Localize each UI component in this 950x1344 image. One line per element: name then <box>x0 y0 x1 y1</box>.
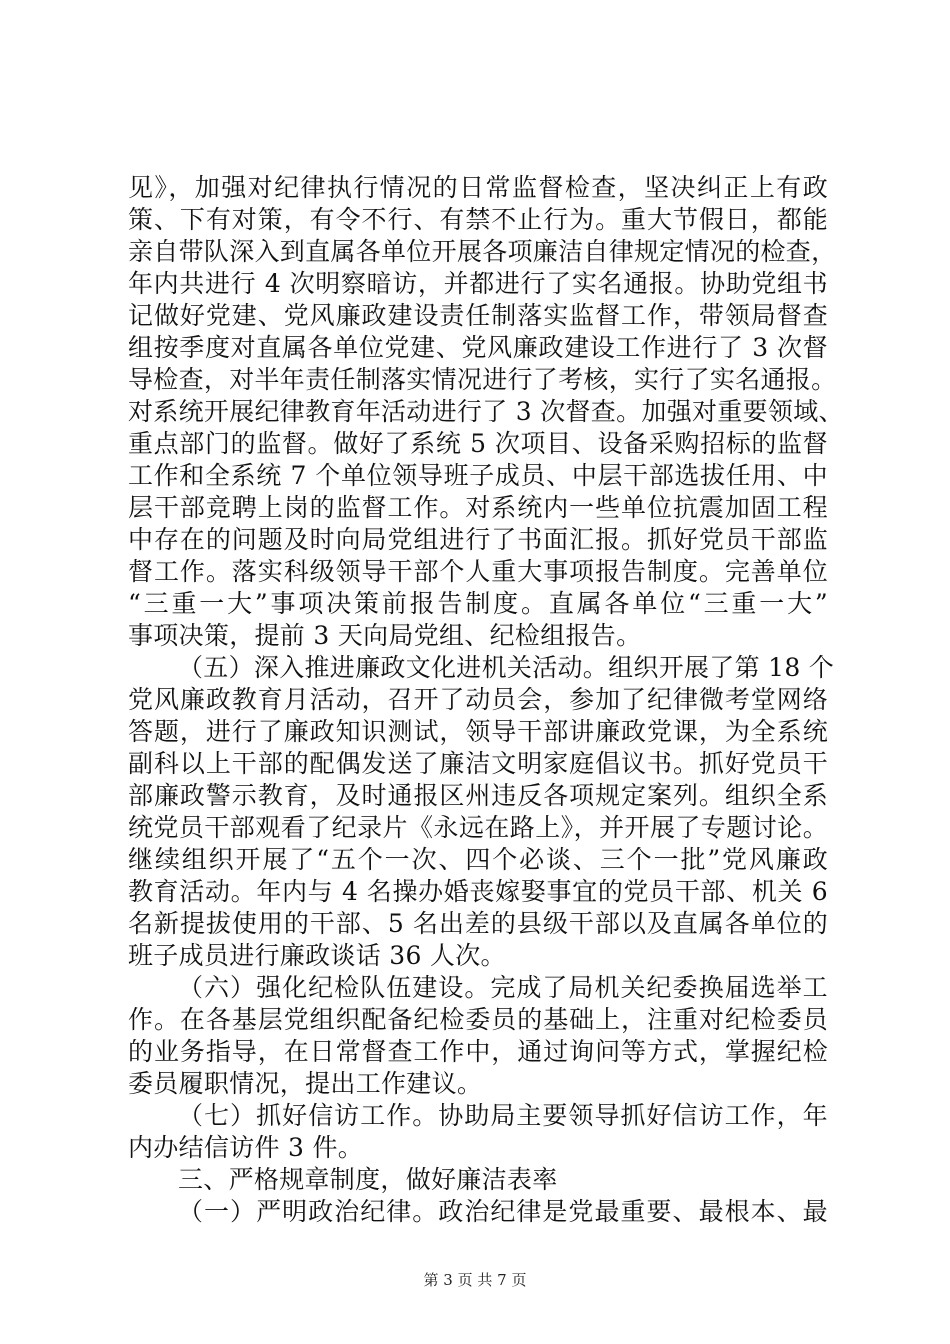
text-line: 答题，进行了廉政知识测试，领导干部讲廉政党课，为全系统 <box>128 717 828 746</box>
text-line: （七）抓好信访工作。协助局主要领导抓好信访工作，年 <box>178 1101 828 1130</box>
text-line: 策、下有对策，有令不行、有禁不止行为。重大节假日，都能 <box>128 205 828 234</box>
document-body <box>128 172 844 1228</box>
text-line: 副科以上干部的配偶发送了廉洁文明家庭倡议书。抓好党员干 <box>128 749 828 778</box>
text-line: 的业务指导，在日常督查工作中，通过询问等方式，掌握纪检 <box>128 1037 828 1066</box>
text-line: 内办结信访件 3 件。 <box>128 1133 364 1162</box>
text-line: 教育活动。年内与 4 名操办婚丧嫁娶事宜的党员干部、机关 6 <box>128 877 828 906</box>
text-line: 三、严格规章制度，做好廉洁表率 <box>178 1165 558 1194</box>
text-line: （一）严明政治纪律。政治纪律是党最重要、最根本、最 <box>178 1197 828 1226</box>
text-line: 名新提拔使用的干部、5 名出差的县级干部以及直属各单位的 <box>128 909 828 938</box>
text-line: 继续组织开展了“五个一次、四个必谈、三个一批”党风廉政 <box>128 845 828 874</box>
text-line: 督工作。落实科级领导干部个人重大事项报告制度。完善单位 <box>128 557 828 586</box>
text-line: 记做好党建、党风廉政建设责任制落实监督工作，带领局督查 <box>128 301 828 330</box>
text-line: “三重一大”事项决策前报告制度。直属各单位“三重一大” <box>128 589 828 618</box>
text-line: 亲自带队深入到直属各单位开展各项廉洁自律规定情况的检查， <box>128 237 837 266</box>
text-line: 年内共进行 4 次明察暗访，并都进行了实名通报。协助党组书 <box>128 269 828 298</box>
text-line: （五）深入推进廉政文化进机关活动。组织开展了第 18 个 <box>178 653 835 682</box>
text-line: 委员履职情况，提出工作建议。 <box>128 1069 483 1098</box>
text-line: 部廉政警示教育，及时通报区州违反各项规定案列。组织全系 <box>128 781 828 810</box>
text-line: 统党员干部观看了纪录片《永远在路上》，并开展了专题讨论。 <box>128 813 828 842</box>
text-line: 工作和全系统 7 个单位领导班子成员、中层干部选拔任用、中 <box>128 461 828 490</box>
text-line: 导检查，对半年责任制落实情况进行了考核，实行了实名通报。 <box>128 365 837 394</box>
text-line: 党风廉政教育月活动，召开了动员会，参加了纪律微考堂网络 <box>128 685 828 714</box>
text-line: 组按季度对直属各单位党建、党风廉政建设工作进行了 3 次督 <box>128 333 828 362</box>
text-line: 中存在的问题及时向局党组进行了书面汇报。抓好党员干部监 <box>128 525 828 554</box>
text-line: 重点部门的监督。做好了系统 5 次项目、设备采购招标的监督 <box>128 429 828 458</box>
text-line: 见》，加强对纪律执行情况的日常监督检查，坚决纠正上有政 <box>128 173 828 202</box>
text-line: 对系统开展纪律教育年活动进行了 3 次督查。加强对重要领域、 <box>128 397 844 426</box>
text-line: 班子成员进行廉政谈话 36 人次。 <box>128 941 506 970</box>
text-line: 事项决策，提前 3 天向局党组、纪检组报告。 <box>128 621 642 650</box>
text-line: 作。在各基层党组织配备纪检委员的基础上，注重对纪检委员 <box>128 1005 828 1034</box>
text-line: 层干部竞聘上岗的监督工作。对系统内一些单位抗震加固工程 <box>128 493 828 522</box>
page-footer: 第 3 页 共 7 页 <box>423 1271 527 1289</box>
text-line: （六）强化纪检队伍建设。完成了局机关纪委换届选举工 <box>178 973 828 1002</box>
